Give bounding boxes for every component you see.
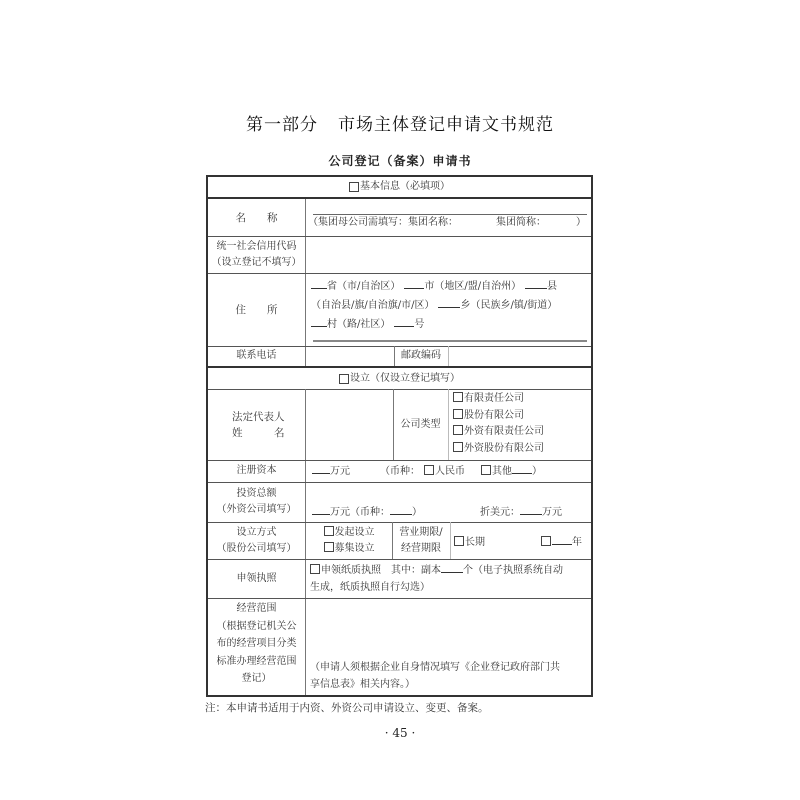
name-label-text: 名 称 bbox=[235, 211, 278, 224]
application-form-table bbox=[206, 175, 593, 697]
county-label: 县 bbox=[547, 281, 558, 292]
registered-capital-fields bbox=[312, 462, 591, 482]
address-input-line[interactable] bbox=[313, 340, 587, 342]
option-label: 股份有限公司 bbox=[464, 409, 524, 421]
checkbox[interactable] bbox=[324, 526, 334, 536]
legal-rep-label-line2: 姓 名 bbox=[232, 426, 285, 439]
city-label: 市（地区/盟/自治州） bbox=[424, 281, 522, 292]
credit-code-label-line2: （设立登记不填写） bbox=[211, 256, 302, 268]
column-divider bbox=[450, 522, 451, 559]
phone-label bbox=[208, 346, 305, 366]
village-input[interactable] bbox=[311, 315, 327, 327]
option-label: 有限责任公司 bbox=[464, 393, 524, 404]
address-fields bbox=[311, 277, 591, 337]
phone-label-text: 联系电话 bbox=[236, 350, 277, 361]
part-number: 第一部分 bbox=[246, 115, 318, 135]
section-basic-info-label: 基本信息（必填项） bbox=[360, 181, 450, 192]
business-term-label-line1: 营业期限/ bbox=[399, 526, 443, 538]
license-label bbox=[208, 559, 305, 598]
city-input[interactable] bbox=[404, 277, 424, 289]
checkbox[interactable] bbox=[454, 536, 464, 546]
checkbox-rmb[interactable] bbox=[424, 465, 434, 475]
business-term-label bbox=[392, 522, 450, 559]
option-offering[interactable] bbox=[324, 541, 375, 557]
postal-code-input[interactable] bbox=[449, 347, 591, 366]
paper-license-label: 申领纸质执照 其中：副本 bbox=[321, 565, 441, 576]
currency-label: （币种： bbox=[380, 466, 420, 477]
section-establishment bbox=[208, 368, 591, 389]
investment-total-label-line2: （外资公司填写） bbox=[216, 504, 297, 515]
business-scope-label-line: （根据登记机关公 bbox=[216, 620, 297, 632]
investment-amount-input[interactable] bbox=[312, 503, 330, 515]
checkbox[interactable] bbox=[453, 442, 463, 452]
rmb-label: 人民币 bbox=[435, 466, 465, 477]
business-scope-label bbox=[208, 600, 305, 695]
legal-rep-label bbox=[208, 389, 305, 460]
business-term-options bbox=[454, 533, 591, 551]
option-long-term[interactable] bbox=[454, 537, 485, 548]
establish-method-label-line1: 设立方式 bbox=[236, 526, 277, 538]
phone-input[interactable] bbox=[306, 347, 394, 366]
village-label: 村（路/社区） bbox=[327, 319, 391, 330]
business-scope-label-line: 登记） bbox=[241, 673, 272, 684]
business-term-label-line2: 经营期限 bbox=[401, 542, 441, 554]
group-name-hint: （集团母公司需填写：集团名称： bbox=[308, 217, 458, 228]
business-scope-label-line: 经营范围 bbox=[236, 603, 277, 614]
number-label: 号 bbox=[414, 319, 425, 330]
county-types-label: （自治县/旗/自治旗/市/区） bbox=[311, 300, 435, 311]
business-scope-hint-line1: （申请人须根据企业自身情况填写《企业登记政府部门共 bbox=[310, 662, 560, 673]
usd-amount-input[interactable] bbox=[520, 503, 542, 515]
county-input[interactable] bbox=[525, 277, 547, 289]
other-label: 其他 bbox=[492, 466, 512, 477]
company-type-label bbox=[393, 389, 448, 460]
section-basic-info bbox=[208, 177, 591, 197]
credit-code-label bbox=[208, 236, 305, 273]
company-type-option[interactable] bbox=[453, 408, 591, 425]
credit-code-input[interactable] bbox=[306, 237, 591, 273]
section-establishment-label: 设立（仅设立登记填写） bbox=[350, 372, 460, 384]
name-label bbox=[208, 199, 305, 236]
checkbox[interactable] bbox=[453, 425, 463, 435]
option-years[interactable] bbox=[541, 537, 582, 548]
license-label-text: 申领执照 bbox=[236, 572, 277, 584]
license-hint: 生成，纸质执照自行勾选） bbox=[310, 582, 430, 593]
establish-method-label bbox=[208, 522, 305, 559]
checkbox-other[interactable] bbox=[481, 465, 491, 475]
column-divider bbox=[305, 199, 306, 366]
usd-unit-label: 万元 bbox=[542, 507, 562, 518]
establish-method-label-line2: （股份公司填写） bbox=[216, 542, 297, 554]
option-promotion[interactable] bbox=[324, 525, 375, 541]
part-name: 市场主体登记申请文书规范 bbox=[338, 115, 554, 135]
years-label: 年 bbox=[572, 537, 582, 548]
number-input[interactable] bbox=[394, 315, 414, 327]
footnote: 注：本申请书适用于内资、外资公司申请设立、变更、备案。 bbox=[205, 702, 489, 714]
option-label: 外资股份有限公司 bbox=[464, 442, 544, 454]
checkbox[interactable] bbox=[541, 536, 551, 546]
unit-label: 万元 bbox=[330, 466, 350, 477]
address-label bbox=[208, 273, 305, 346]
legal-rep-label-line1: 法定代表人 bbox=[232, 410, 285, 423]
establish-method-options bbox=[306, 523, 392, 559]
checkbox[interactable] bbox=[453, 392, 463, 402]
investment-total-fields bbox=[312, 503, 591, 521]
company-type-options bbox=[453, 391, 591, 459]
investment-currency-input[interactable] bbox=[390, 503, 412, 515]
hint-close: ） bbox=[576, 217, 586, 228]
address-label-text: 住 所 bbox=[235, 303, 278, 316]
copies-input[interactable] bbox=[441, 561, 463, 573]
page-number: · 45 · bbox=[384, 726, 416, 740]
registered-capital-label-text: 注册资本 bbox=[236, 465, 277, 476]
checkbox[interactable] bbox=[324, 542, 334, 552]
option-label: 长期 bbox=[465, 537, 485, 548]
usd-label: 折美元： bbox=[480, 507, 520, 518]
checkbox[interactable] bbox=[453, 409, 463, 419]
close-paren: ） bbox=[532, 466, 542, 477]
checkbox-establishment[interactable] bbox=[339, 374, 349, 384]
legal-rep-input[interactable] bbox=[306, 390, 393, 460]
capital-amount-input[interactable] bbox=[312, 462, 330, 474]
business-scope-input[interactable] bbox=[306, 599, 591, 659]
option-label: 发起设立 bbox=[334, 527, 375, 538]
company-type-label-text: 公司类型 bbox=[400, 418, 441, 430]
license-fields bbox=[310, 561, 591, 597]
investment-unit-label: 万元（币种： bbox=[330, 507, 390, 518]
company-type-option[interactable] bbox=[453, 391, 591, 408]
name-group-hint bbox=[308, 215, 591, 233]
option-label: 外资有限责任公司 bbox=[464, 426, 544, 437]
close-paren: ） bbox=[412, 507, 422, 518]
investment-total-label-line1: 投资总额 bbox=[236, 488, 277, 499]
business-scope-label-line: 布的经营项目分类 bbox=[216, 638, 297, 649]
township-label: 乡（民族乡/镇/街道） bbox=[460, 300, 558, 311]
postal-code-label-text: 邮政编码 bbox=[401, 350, 441, 361]
company-type-option[interactable] bbox=[453, 441, 591, 458]
part-title bbox=[0, 110, 800, 135]
credit-code-label-line1: 统一社会信用代码 bbox=[216, 240, 297, 252]
province-input[interactable] bbox=[311, 277, 327, 289]
business-scope-hint bbox=[310, 659, 591, 693]
township-input[interactable] bbox=[438, 296, 460, 308]
copies-label: 个（电子执照系统自动 bbox=[463, 565, 563, 576]
option-label: 募集设立 bbox=[334, 543, 375, 554]
province-label: 省（市/自治区） bbox=[327, 281, 401, 292]
investment-total-label bbox=[208, 482, 305, 522]
checkbox-basic-info[interactable] bbox=[349, 182, 359, 192]
postal-code-label bbox=[394, 346, 448, 366]
years-input[interactable] bbox=[552, 533, 572, 545]
business-scope-label-line: 标准办理经营范围 bbox=[216, 655, 297, 667]
other-currency-input[interactable] bbox=[512, 462, 532, 474]
registered-capital-label bbox=[208, 460, 305, 482]
checkbox-paper-license[interactable] bbox=[310, 564, 320, 574]
business-scope-hint-line2: 享信息表》相关内容。） bbox=[310, 679, 415, 690]
group-short-name-hint: 集团简称： bbox=[496, 217, 546, 228]
company-type-option[interactable] bbox=[453, 424, 591, 441]
column-divider bbox=[448, 389, 449, 460]
form-title: 公司登记（备案）申请书 bbox=[328, 154, 472, 168]
